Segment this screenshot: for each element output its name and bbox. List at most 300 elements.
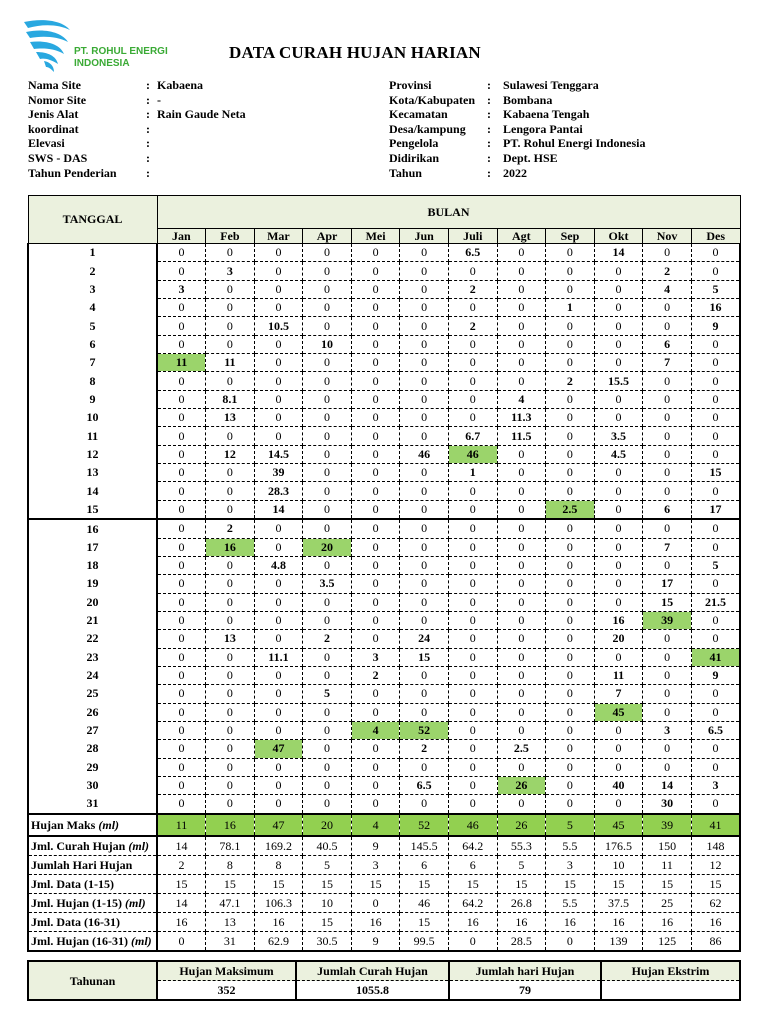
summary-value: 15 — [546, 874, 595, 893]
rain-value: 0 — [351, 445, 400, 463]
rain-value: 0 — [400, 299, 449, 317]
rain-value: 0 — [400, 390, 449, 408]
rain-value: 28.3 — [254, 482, 303, 500]
summary-value: 10 — [303, 893, 352, 912]
rain-value: 0 — [303, 740, 352, 758]
table-row — [28, 317, 740, 335]
summary-value: 0 — [546, 931, 595, 951]
summary-value: 99.5 — [400, 931, 449, 951]
rain-value: 0 — [448, 409, 497, 427]
rain-value: 0 — [303, 703, 352, 721]
summary-value: 148 — [691, 836, 740, 856]
summary-value: 15 — [400, 874, 449, 893]
rain-value: 0 — [546, 390, 595, 408]
table-row — [28, 482, 740, 500]
summary-value: 5.5 — [546, 836, 595, 856]
summary-value: 0 — [351, 893, 400, 912]
summary-value: 8 — [254, 855, 303, 874]
rain-value: 0 — [546, 593, 595, 611]
summary-value: 9 — [351, 836, 400, 856]
rain-value: 0 — [497, 648, 546, 666]
summary-value: 64.2 — [448, 836, 497, 856]
rain-value: 0 — [254, 335, 303, 353]
rain-value: 0 — [351, 500, 400, 519]
rain-value: 0 — [594, 519, 643, 538]
rain-value: 0 — [254, 519, 303, 538]
rain-value: 46 — [448, 445, 497, 463]
info-label: Nama Site — [28, 78, 81, 92]
rain-value: 5 — [691, 556, 740, 574]
rain-value: 0 — [594, 390, 643, 408]
info-colon: : — [146, 136, 150, 151]
rain-value: 0 — [351, 593, 400, 611]
rain-value: 0 — [254, 575, 303, 593]
rain-value: 0 — [691, 685, 740, 703]
info-value: Kabaena — [157, 78, 204, 92]
rain-value: 0 — [448, 482, 497, 500]
rain-value: 0 — [157, 685, 206, 703]
info-colon: : — [146, 107, 150, 122]
info-row — [389, 151, 749, 166]
rain-value: 0 — [254, 538, 303, 556]
rain-value: 0 — [303, 464, 352, 482]
rain-value: 15.5 — [594, 372, 643, 390]
summary-unit: (ml) — [125, 895, 146, 910]
rain-value: 0 — [691, 335, 740, 353]
rain-value: 0 — [157, 500, 206, 519]
rain-value: 11 — [594, 666, 643, 684]
table-row — [28, 795, 740, 814]
day-number: 6 — [28, 335, 157, 353]
day-number: 15 — [28, 500, 157, 519]
rain-value: 0 — [448, 390, 497, 408]
table-row — [28, 740, 740, 758]
rain-value: 0 — [351, 464, 400, 482]
rain-value: 0 — [448, 666, 497, 684]
summary-label — [28, 855, 157, 874]
summary-value: 16 — [594, 912, 643, 931]
rain-value: 15 — [643, 593, 692, 611]
rain-value: 0 — [497, 795, 546, 814]
rain-value: 0 — [400, 482, 449, 500]
rain-value: 0 — [303, 280, 352, 298]
summary-unit: (ml) — [98, 817, 120, 832]
rain-value: 0 — [594, 648, 643, 666]
table-row — [28, 372, 740, 390]
rain-value: 0 — [400, 593, 449, 611]
rain-value: 11 — [206, 354, 255, 372]
rain-value: 0 — [448, 630, 497, 648]
info-row — [28, 122, 368, 137]
rain-value: 0 — [497, 464, 546, 482]
summary-value: 14 — [157, 836, 206, 856]
rain-value: 0 — [448, 262, 497, 280]
rain-value: 0 — [546, 244, 595, 262]
rain-value: 0 — [157, 703, 206, 721]
rain-value: 0 — [157, 721, 206, 739]
summary-value: 15 — [400, 912, 449, 931]
rain-value: 3 — [643, 721, 692, 739]
month-header: Mar — [254, 229, 303, 244]
rain-value: 0 — [254, 390, 303, 408]
rain-value: 0 — [643, 519, 692, 538]
rain-value: 0 — [546, 648, 595, 666]
rain-value: 0 — [448, 795, 497, 814]
rain-value: 0 — [497, 500, 546, 519]
rain-value: 0 — [448, 740, 497, 758]
rain-value: 15 — [400, 648, 449, 666]
table-row — [28, 776, 740, 794]
rain-value: 7 — [643, 354, 692, 372]
summary-value: 46 — [448, 814, 497, 836]
rain-value: 17 — [691, 500, 740, 519]
rain-value: 0 — [303, 244, 352, 262]
day-number: 3 — [28, 280, 157, 298]
rain-value: 0 — [400, 519, 449, 538]
info-row — [389, 136, 749, 151]
rain-value: 7 — [643, 538, 692, 556]
rain-value: 9 — [691, 317, 740, 335]
summary-value: 15 — [448, 874, 497, 893]
summary-value: 5 — [546, 814, 595, 836]
rain-value: 0 — [206, 611, 255, 629]
summary-label-text: Jml. Hujan (16-31) — [31, 933, 128, 948]
summary-value: 11 — [157, 814, 206, 836]
rain-value: 0 — [643, 464, 692, 482]
info-row — [389, 122, 749, 137]
rain-value: 0 — [206, 758, 255, 776]
month-header: Sep — [546, 229, 595, 244]
info-colon: : — [487, 78, 491, 92]
rain-value: 0 — [448, 299, 497, 317]
rain-value: 0 — [351, 776, 400, 794]
rain-value: 2 — [206, 519, 255, 538]
rain-value: 0 — [546, 335, 595, 353]
rain-value: 0 — [546, 575, 595, 593]
rain-value: 0 — [400, 409, 449, 427]
table-row — [28, 556, 740, 574]
rain-value: 0 — [497, 721, 546, 739]
summary-value: 40.5 — [303, 836, 352, 856]
rain-value: 0 — [351, 630, 400, 648]
rain-value: 0 — [157, 575, 206, 593]
rain-value: 0 — [303, 795, 352, 814]
summary-value: 16 — [691, 912, 740, 931]
day-number: 28 — [28, 740, 157, 758]
rain-value: 0 — [303, 721, 352, 739]
rain-value: 0 — [400, 758, 449, 776]
summary-value: 26 — [497, 814, 546, 836]
rain-value: 0 — [643, 427, 692, 445]
rain-value: 0 — [497, 556, 546, 574]
summary-value: 15 — [303, 912, 352, 931]
rain-value: 0 — [400, 244, 449, 262]
day-number: 10 — [28, 409, 157, 427]
rain-value: 0 — [497, 538, 546, 556]
summary-label — [28, 836, 157, 856]
rain-value: 0 — [594, 593, 643, 611]
summary-value: 26.8 — [497, 893, 546, 912]
month-header: Agt — [497, 229, 546, 244]
rain-value: 0 — [594, 464, 643, 482]
rain-value: 0 — [643, 372, 692, 390]
rain-value: 4.8 — [254, 556, 303, 574]
info-label: Nomor Site — [28, 92, 87, 107]
rain-value: 0 — [546, 262, 595, 280]
summary-label — [28, 874, 157, 893]
rain-value: 0 — [303, 317, 352, 335]
rain-value: 0 — [448, 519, 497, 538]
rain-value: 0 — [643, 648, 692, 666]
summary-value: 176.5 — [594, 836, 643, 856]
rain-value: 0 — [206, 666, 255, 684]
rain-value: 0 — [206, 372, 255, 390]
summary-value: 86 — [691, 931, 740, 951]
rain-value: 0 — [546, 703, 595, 721]
summary-value: 16 — [351, 912, 400, 931]
rain-value: 0 — [643, 685, 692, 703]
summary-value: 15 — [351, 874, 400, 893]
summary-value: 55.3 — [497, 836, 546, 856]
info-colon: : — [487, 165, 491, 180]
summary-value: 14 — [157, 893, 206, 912]
info-value: Lengora Pantai — [503, 121, 583, 136]
summary-row — [28, 912, 740, 931]
rain-value: 0 — [351, 317, 400, 335]
summary-value: 64.2 — [448, 893, 497, 912]
annual-header: Hujan Ekstrim — [601, 961, 740, 981]
rain-value: 0 — [594, 795, 643, 814]
rain-value: 0 — [206, 500, 255, 519]
rain-value: 4 — [497, 390, 546, 408]
rain-value: 0 — [157, 244, 206, 262]
info-value: - — [157, 92, 161, 107]
rain-value: 0 — [594, 500, 643, 519]
rain-value: 0 — [351, 575, 400, 593]
rain-value: 0 — [594, 740, 643, 758]
summary-value: 31 — [206, 931, 255, 951]
rain-value: 0 — [351, 280, 400, 298]
info-colon: : — [487, 136, 491, 151]
table-row — [28, 721, 740, 739]
summary-value: 47 — [254, 814, 303, 836]
info-row — [28, 107, 368, 122]
rain-value: 0 — [206, 482, 255, 500]
rain-value: 0 — [157, 409, 206, 427]
rain-value: 16 — [691, 299, 740, 317]
rain-value: 0 — [157, 556, 206, 574]
day-number: 22 — [28, 630, 157, 648]
rain-value: 0 — [400, 538, 449, 556]
table-row — [28, 593, 740, 611]
rain-value: 0 — [594, 538, 643, 556]
rain-value: 0 — [497, 611, 546, 629]
rain-value: 0 — [691, 427, 740, 445]
rain-value: 0 — [206, 280, 255, 298]
info-row — [389, 107, 749, 122]
summary-value: 15 — [691, 874, 740, 893]
summary-value: 28.5 — [497, 931, 546, 951]
rain-value: 14 — [643, 776, 692, 794]
rain-value: 0 — [643, 556, 692, 574]
rain-value: 0 — [643, 317, 692, 335]
rain-value: 0 — [254, 776, 303, 794]
rain-value: 0 — [400, 262, 449, 280]
rain-value: 4.5 — [594, 445, 643, 463]
rain-value: 21.5 — [691, 593, 740, 611]
rain-value: 0 — [546, 776, 595, 794]
rain-value: 0 — [497, 575, 546, 593]
day-number: 4 — [28, 299, 157, 317]
rain-value: 0 — [254, 354, 303, 372]
rain-value: 0 — [254, 372, 303, 390]
summary-label — [28, 931, 157, 951]
summary-value: 5 — [303, 855, 352, 874]
rain-value: 0 — [206, 244, 255, 262]
rain-value: 6.7 — [448, 427, 497, 445]
rain-value: 0 — [691, 354, 740, 372]
info-label: Pengelola — [389, 136, 439, 151]
rain-value: 0 — [254, 280, 303, 298]
rain-value: 0 — [254, 685, 303, 703]
rain-value: 0 — [546, 464, 595, 482]
rain-value: 0 — [400, 795, 449, 814]
summary-label — [28, 814, 157, 836]
rain-value: 0 — [303, 758, 352, 776]
rain-value: 10 — [303, 335, 352, 353]
rain-value: 0 — [497, 758, 546, 776]
rain-value: 2.5 — [546, 500, 595, 519]
rain-value: 0 — [448, 372, 497, 390]
company-name: PT. ROHUL ENERGI INDONESIA — [74, 46, 168, 69]
rain-value: 0 — [303, 666, 352, 684]
rain-value: 0 — [206, 776, 255, 794]
table-row — [28, 538, 740, 556]
rain-value: 0 — [206, 299, 255, 317]
month-header: Mei — [351, 229, 400, 244]
rain-value: 0 — [254, 666, 303, 684]
summary-value: 16 — [497, 912, 546, 931]
rain-value: 5 — [303, 685, 352, 703]
rain-value: 2 — [546, 372, 595, 390]
rain-value: 0 — [497, 372, 546, 390]
summary-value: 62.9 — [254, 931, 303, 951]
rain-value: 0 — [351, 262, 400, 280]
rain-value: 0 — [254, 611, 303, 629]
info-label: Elevasi — [28, 136, 65, 151]
rain-value: 45 — [594, 703, 643, 721]
table-row — [28, 427, 740, 445]
info-label: SWS - DAS — [28, 150, 88, 165]
rain-value: 0 — [303, 776, 352, 794]
rain-value: 0 — [497, 354, 546, 372]
rain-value: 0 — [448, 611, 497, 629]
rain-value: 0 — [448, 354, 497, 372]
day-number: 29 — [28, 758, 157, 776]
rain-value: 0 — [497, 630, 546, 648]
rain-value: 0 — [594, 299, 643, 317]
rain-value: 0 — [691, 244, 740, 262]
day-number: 27 — [28, 721, 157, 739]
info-colon: : — [146, 165, 150, 180]
rain-value: 0 — [157, 372, 206, 390]
info-label: koordinat — [28, 121, 79, 136]
rain-value: 0 — [303, 500, 352, 519]
day-number: 23 — [28, 648, 157, 666]
day-number: 9 — [28, 390, 157, 408]
rain-value: 0 — [157, 299, 206, 317]
rain-value: 0 — [546, 354, 595, 372]
summary-value: 47.1 — [206, 893, 255, 912]
month-header: Okt — [594, 229, 643, 244]
rain-value: 0 — [400, 685, 449, 703]
rain-value: 0 — [546, 445, 595, 463]
rain-value: 0 — [594, 354, 643, 372]
rain-value: 0 — [546, 427, 595, 445]
rain-value: 0 — [448, 758, 497, 776]
day-number: 11 — [28, 427, 157, 445]
month-header: Jun — [400, 229, 449, 244]
rain-value: 0 — [206, 556, 255, 574]
rain-value: 11.1 — [254, 648, 303, 666]
summary-label-text: Jml. Data (1-15) — [31, 876, 114, 891]
table-row — [28, 758, 740, 776]
rainfall-table — [27, 195, 741, 952]
table-row — [28, 409, 740, 427]
table-row — [28, 244, 740, 262]
rain-value: 39 — [643, 611, 692, 629]
rain-value: 0 — [691, 795, 740, 814]
rain-value: 0 — [594, 575, 643, 593]
annual-value: 352 — [157, 981, 296, 1001]
rain-value: 2 — [643, 262, 692, 280]
rain-value: 0 — [303, 390, 352, 408]
rain-value: 0 — [594, 317, 643, 335]
rain-value: 0 — [254, 758, 303, 776]
summary-label-text: Jml. Data (16-31) — [31, 914, 120, 929]
day-number: 24 — [28, 666, 157, 684]
info-label: Provinsi — [389, 78, 432, 92]
rain-value: 0 — [546, 519, 595, 538]
rain-value: 0 — [691, 262, 740, 280]
rain-value: 0 — [497, 335, 546, 353]
rain-value: 0 — [254, 427, 303, 445]
rain-value: 0 — [643, 409, 692, 427]
rain-value: 0 — [400, 280, 449, 298]
rain-value: 0 — [157, 758, 206, 776]
rain-value: 0 — [448, 335, 497, 353]
info-row — [28, 78, 368, 93]
info-row — [389, 93, 749, 108]
rain-value: 0 — [351, 795, 400, 814]
rain-value: 0 — [497, 519, 546, 538]
rain-value: 3.5 — [303, 575, 352, 593]
summary-value: 15 — [254, 874, 303, 893]
rain-value: 26 — [497, 776, 546, 794]
rain-value: 24 — [400, 630, 449, 648]
rain-value: 2.5 — [497, 740, 546, 758]
rain-value: 0 — [497, 445, 546, 463]
info-colon: : — [487, 150, 491, 165]
rain-value: 0 — [157, 593, 206, 611]
rain-value: 0 — [303, 409, 352, 427]
rain-value: 0 — [546, 666, 595, 684]
rain-value: 1 — [448, 464, 497, 482]
info-row — [28, 151, 368, 166]
rain-value: 2 — [351, 666, 400, 684]
rain-value: 0 — [254, 795, 303, 814]
table-row — [28, 666, 740, 684]
